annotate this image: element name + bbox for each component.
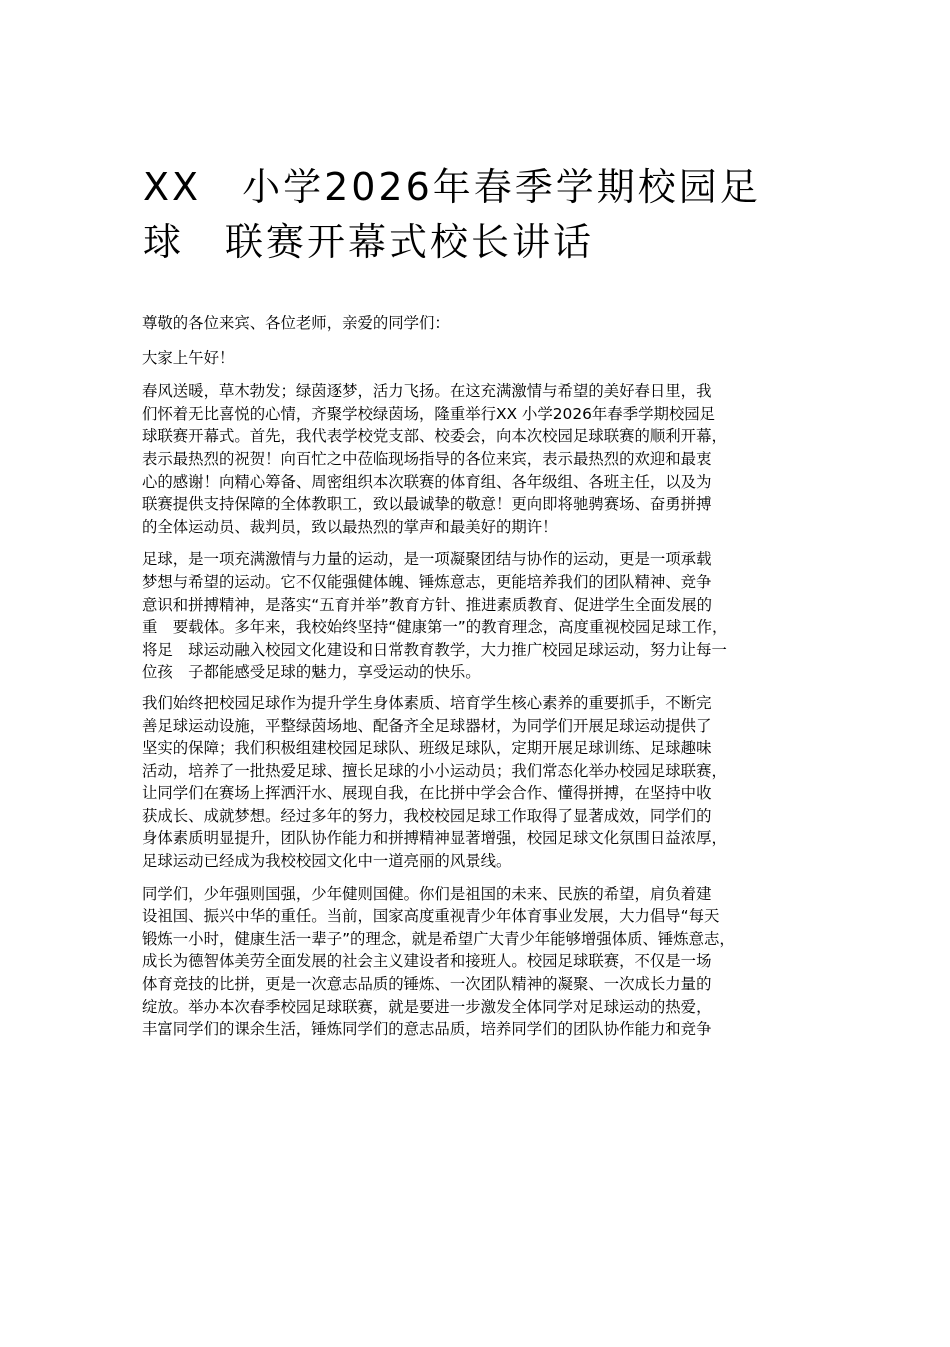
- text-line: 意识和拼搏精神，是落实“五育并举”教育方针、推进素质教育、促进学生全面发展的: [142, 595, 713, 614]
- text-line: 同学们，少年强则国强，少年健则国健。你们是祖国的未来、民族的希望，肩负着建: [142, 884, 712, 903]
- text-line: 锻炼一小时，健康生活一辈子”的理念，就是希望广大青少年能够增强体质、锤炼意志，: [142, 929, 735, 948]
- text-line: 设祖国、振兴中华的重任。当前，国家高度重视青少年体育事业发展，大力倡导“每天: [142, 907, 720, 926]
- paragraph-football-value: [142, 548, 814, 684]
- text-line: 善足球运动设施，平整绿茵场地、配备齐全足球器材，为同学们开展足球运动提供了: [142, 716, 712, 735]
- text-line: 丰富同学们的课余生活，锤炼同学们的意志品质，培养同学们的团队协作能力和竞争: [142, 1020, 712, 1039]
- text-line: 坚实的保障；我们积极组建校园足球队、班级足球队，定期开展足球训练、足球趣味: [142, 739, 712, 758]
- greeting: [142, 347, 814, 370]
- document-title: [143, 160, 823, 270]
- paragraph-opening: [142, 380, 814, 538]
- text-line: 位孩 子都能感受足球的魅力，享受运动的快乐。: [142, 663, 481, 682]
- text-line: 成长为德智体美劳全面发展的社会主义建设者和接班人。校园足球联赛，不仅是一场: [142, 952, 712, 971]
- salutation: [142, 312, 814, 335]
- text-line: 重 要载体。多年来，我校始终坚持“健康第一”的教育理念，高度重视校园足球工作，: [142, 618, 728, 637]
- paragraph-achievements: [142, 692, 814, 873]
- document-body: [142, 312, 814, 1041]
- text-line: 的全体运动员、裁判员，致以最热烈的掌声和最美好的期许！: [142, 517, 558, 536]
- text-line: 足球运动已经成为我校校园文化中一道亮丽的风景线。: [142, 852, 512, 871]
- text-line: 梦想与希望的运动。它不仅能强健体魄、锤炼意志，更能培养我们的团队精神、竞争: [142, 572, 712, 591]
- title-line: XX 小学2026年春季学期校园足: [143, 165, 761, 209]
- text-line: 让同学们在赛场上挥洒汗水、展现自我，在比拼中学会合作、懂得拼搏，在坚持中收: [142, 784, 712, 803]
- text-line: 春风送暖，草木勃发；绿茵逐梦，活力飞扬。在这充满激情与希望的美好春日里，我: [142, 382, 712, 401]
- text-line: 身体素质明显提升，团队协作能力和拼搏精神显著增强，校园足球文化氛围日益浓厚，: [142, 829, 727, 848]
- text-line: 体育竞技的比拼，更是一次意志品质的锤炼、一次团队精神的凝聚、一次成长力量的: [142, 975, 712, 994]
- text-line: 大家上午好！: [142, 348, 235, 367]
- text-line: 表示最热烈的祝贺！向百忙之中莅临现场指导的各位来宾，表示最热烈的欢迎和最衷: [142, 449, 712, 468]
- text-line: 获成长、成就梦想。经过多年的努力，我校校园足球工作取得了显著成效，同学们的: [142, 806, 712, 825]
- title-line: 球 联赛开幕式校长讲话: [143, 220, 595, 264]
- text-line: 我们始终把校园足球作为提升学生身体素质、培育学生核心素养的重要抓手，不断完: [142, 693, 712, 712]
- paragraph-students: [142, 883, 814, 1041]
- text-line: 将足 球运动融入校园文化建设和日常教育教学，大力推广校园足球运动，努力让每一: [142, 640, 727, 659]
- text-line: 足球，是一项充满激情与力量的运动，是一项凝聚团结与协作的运动，更是一项承载: [142, 550, 712, 569]
- text-line: 们怀着无比喜悦的心情，齐聚学校绿茵场，隆重举行XX 小学2026年春季学期校园足: [142, 404, 716, 423]
- text-line: 尊敬的各位来宾、各位老师，亲爱的同学们：: [142, 314, 450, 332]
- text-line: 绽放。举办本次春季校园足球联赛，就是要进一步激发全体同学对足球运动的热爱，: [142, 997, 712, 1016]
- text-line: 活动，培养了一批热爱足球、擅长足球的小小运动员；我们常态化举办校园足球联赛，: [142, 761, 727, 780]
- text-line: 球联赛开幕式。首先，我代表学校党支部、校委会，向本次校园足球联赛的顺利开幕，: [142, 427, 727, 446]
- text-line: 心的感谢！向精心筹备、周密组织本次联赛的体育组、各年级组、各班主任，以及为: [142, 472, 712, 491]
- text-line: 联赛提供支持保障的全体教职工，致以最诚挚的敬意！更向即将驰骋赛场、奋勇拼搏: [142, 495, 712, 514]
